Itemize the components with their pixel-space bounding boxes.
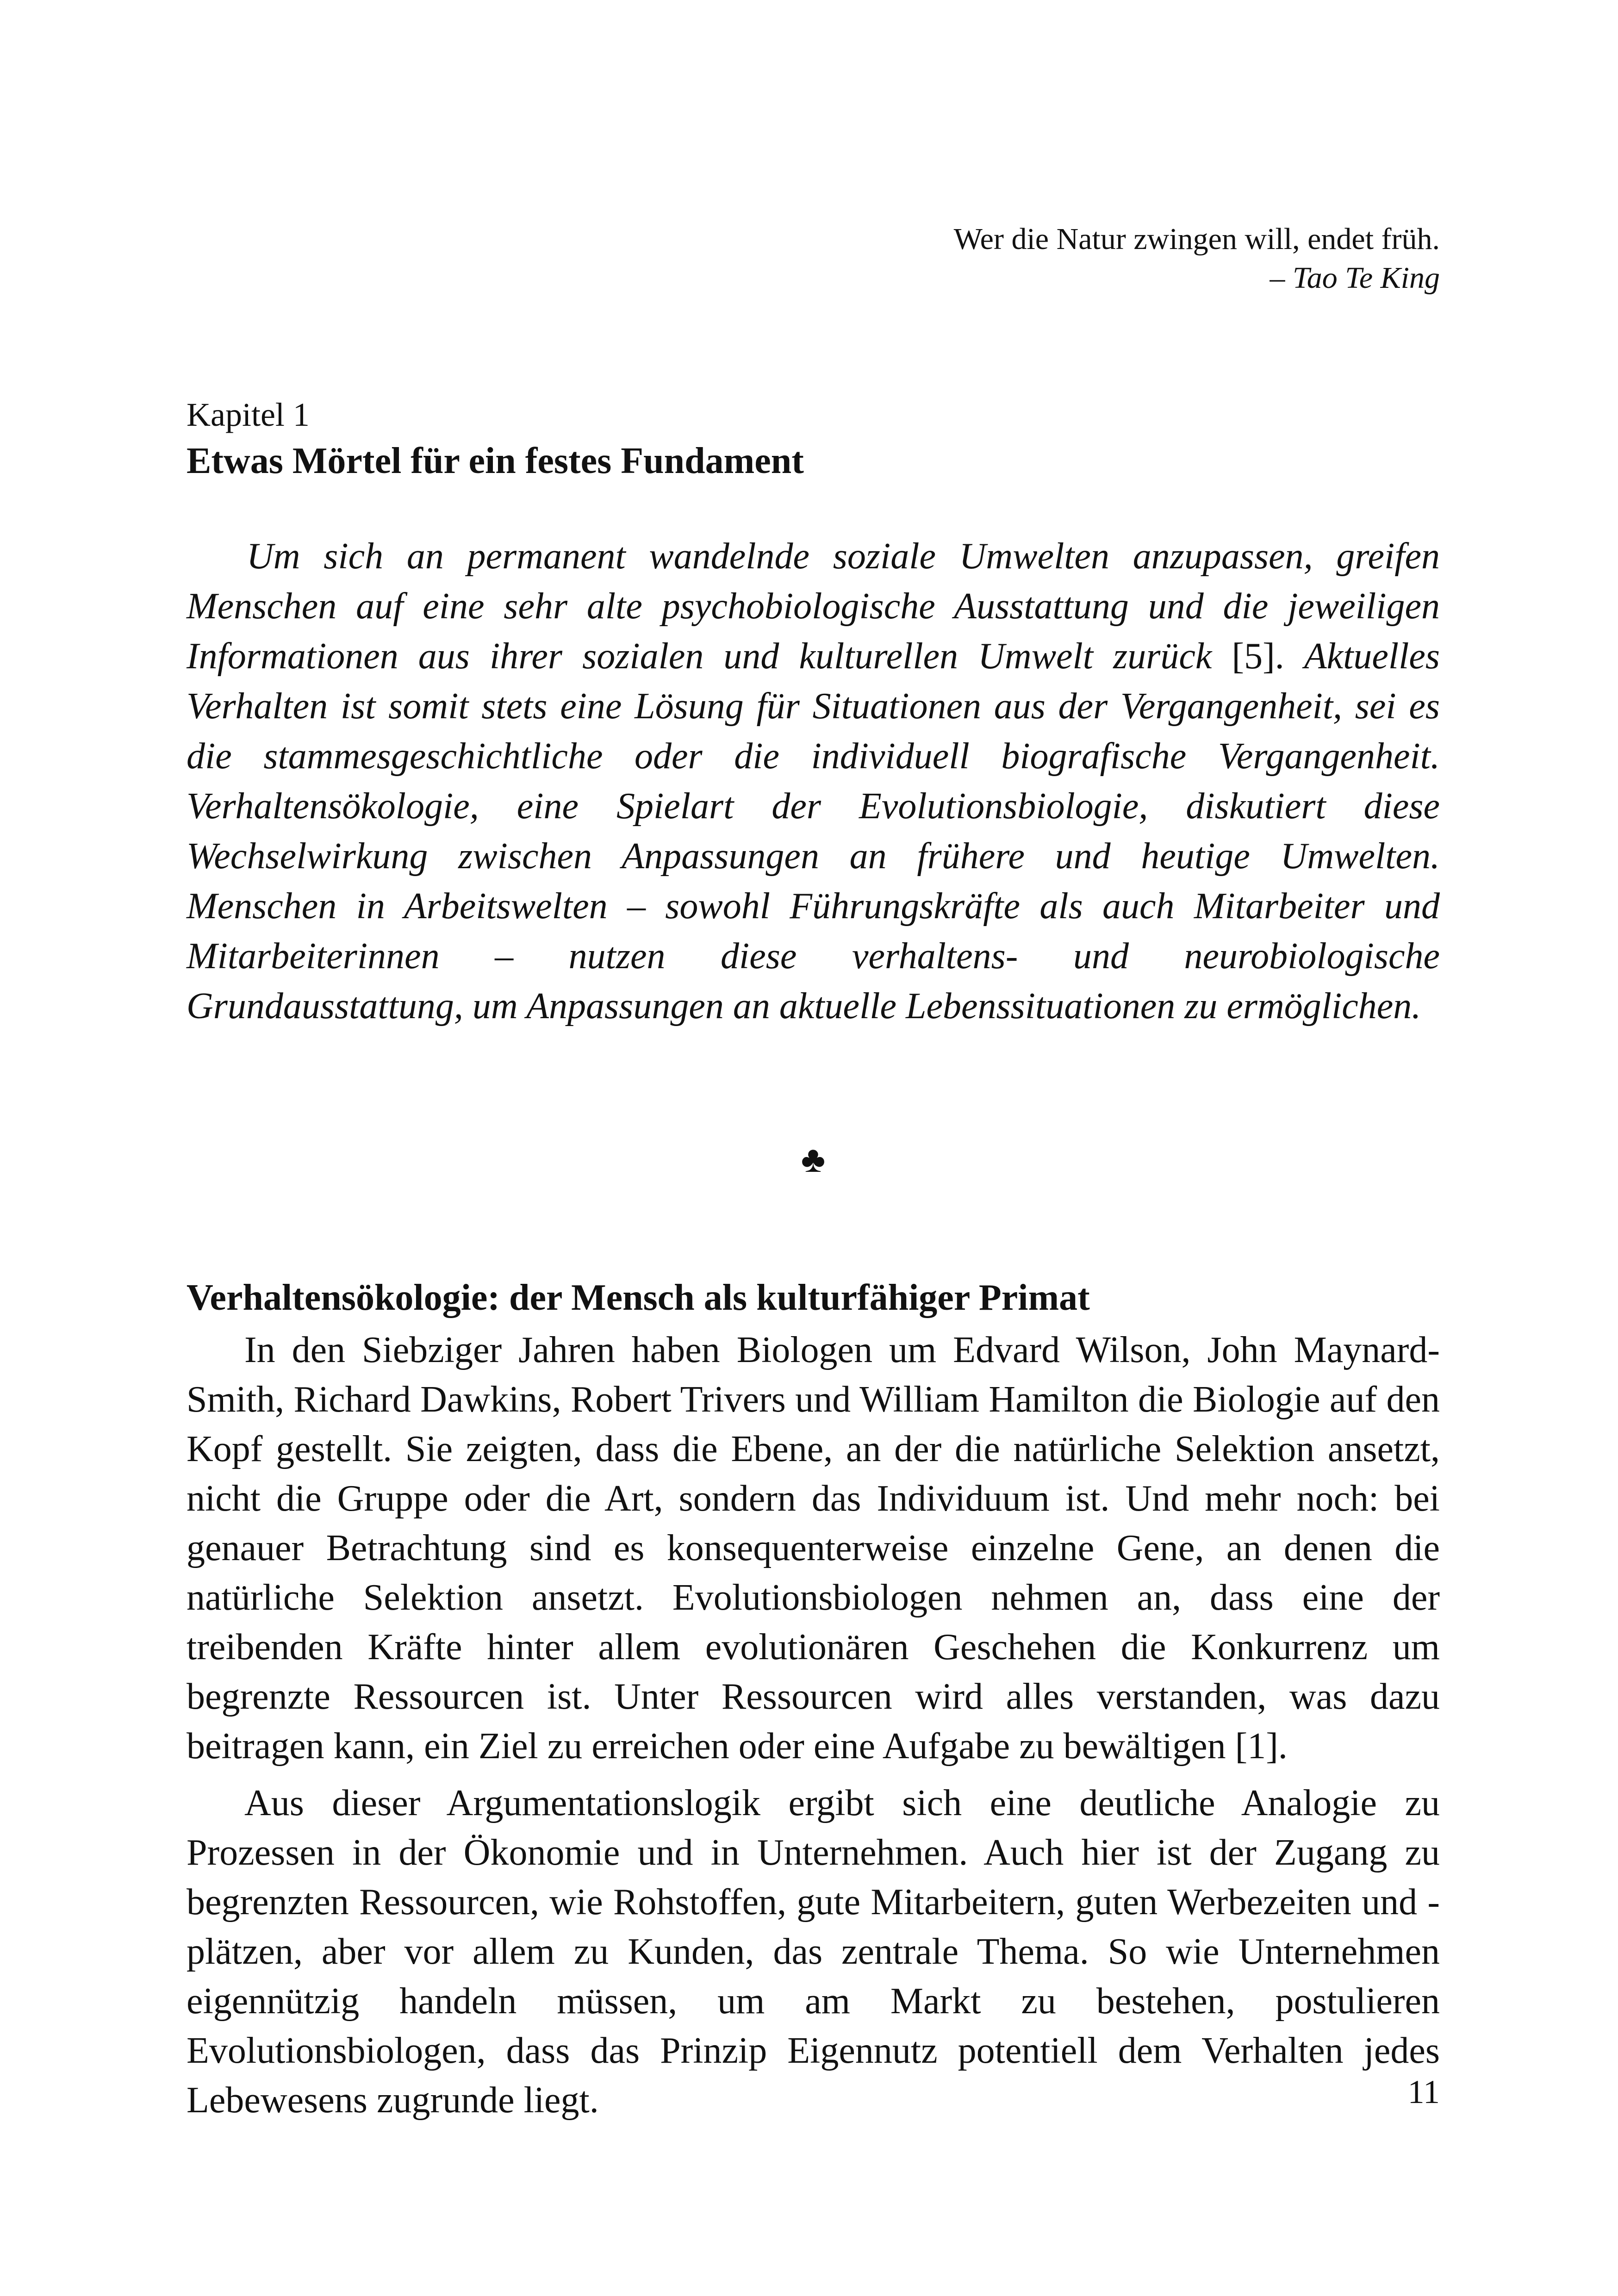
abstract-text-part2: Aktuelles Verhalten ist somit stets eine Lösung für Situationen aus der Vergangenheit, sei es die stammesgeschichtliche oder die individuell biografische Vergangenheit. Verhaltensökologie, eine Spielart der Evolutionsbiologie, diskutiert diese Wechselwirkung zwischen Anpassungen an frühere und heutige Umwelten. Menschen in Arbeitswelten – sowohl Führungskräfte als auch Mitarbeiter und Mitarbeiterinnen – nutzen diese verhaltens- und neurobiologische Grundausstattung, um Anpassungen an aktuelle Lebenssituationen zu ermöglichen.	[187, 636, 1440, 1027]
section-heading: Verhaltensökologie: der Mensch als kulturfähiger Primat	[187, 1277, 1090, 1318]
main-content	[187, 392, 1440, 2125]
abstract-citation: [5].	[1212, 636, 1304, 677]
club-ornament-icon: ♣	[801, 1139, 826, 1180]
abstract-text-part1: Um sich an permanent wandelnde soziale Umwelten anzupassen, greifen Menschen auf eine sehr alte psychobiologische Ausstattung und die jeweiligen Informationen aus ihrer sozialen und kulturellen Umwelt zurück	[187, 536, 1440, 677]
epigraph	[954, 220, 1440, 298]
chapter-abstract	[187, 531, 1440, 1031]
body-paragraph: Aus dieser Argumentationslogik ergibt sich eine deutliche Analogie zu Prozessen in der Ökonomie und in Unternehmen. Auch hier ist der Zugang zu begrenzten Ressourcen, wie Rohstoffen, gute Mitarbeitern, guten Werbezeiten und -plätzen, aber vor allem zu Kunden, das zentrale Thema. So wie Unternehmen eigennützig handeln müssen, um am Markt zu bestehen, postulieren Evolutionsbiologen, dass das Prinzip Eigennutz potentiell dem Verhalten jedes Lebewesens zugrunde liegt.	[187, 1783, 1440, 2121]
chapter-title: Etwas Mörtel für ein festes Fundament	[187, 441, 804, 481]
epigraph-source: – Tao Te King	[1270, 261, 1440, 295]
chapter-label: Kapitel 1	[187, 396, 310, 433]
body-paragraph: In den Siebziger Jahren haben Biologen um Edvard Wilson, John Maynard-Smith, Richard Dawkins, Robert Trivers und William Hamilton die Biologie auf den Kopf gestellt. Sie zeigten, dass die Ebene, an der die natürliche Selektion ansetzt, nicht die Gruppe oder die Art, sondern das Individuum ist. Und mehr noch: bei genauer Betrachtung sind es konsequenterweise einzelne Gene, an denen die natürliche Selektion ansetzt. Evolutionsbiologen nehmen an, dass eine der treibenden Kräfte hinter allem evolutionären Geschehen die Konkurrenz um begrenzte Ressourcen ist. Unter Ressourcen wird alles verstanden, was dazu beitragen kann, ein Ziel zu erreichen oder eine Aufgabe zu bewältigen [1].	[187, 1330, 1440, 1767]
epigraph-quote: Wer die Natur zwingen will, endet früh.	[953, 222, 1440, 256]
page-number: 11	[1407, 2073, 1440, 2110]
